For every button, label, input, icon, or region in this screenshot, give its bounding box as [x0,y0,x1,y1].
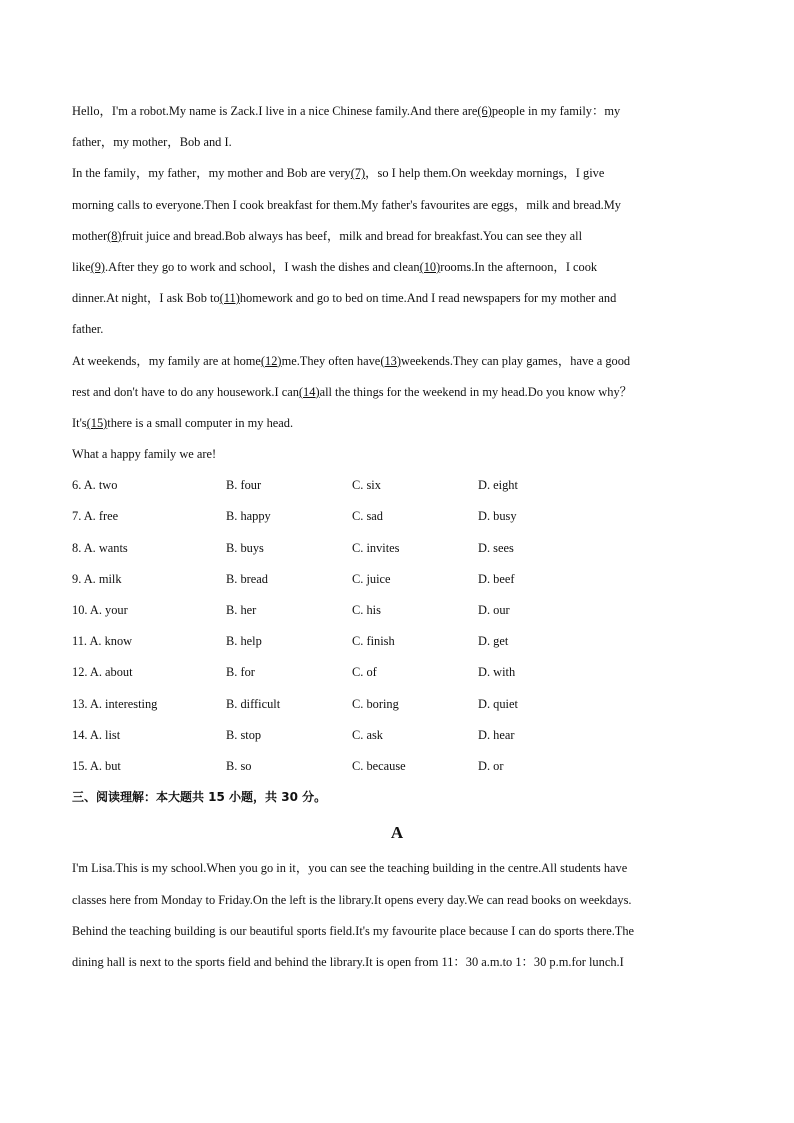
cloze-line [72,252,722,283]
cloze-text: mother [72,228,108,243]
option-b: B. help [226,634,262,649]
option-c: C. six [352,478,381,493]
cloze-text: rooms.In the afternoon，I cook [440,259,598,274]
question-options-15 [72,751,722,782]
cloze-text: weekends.They can play games，have a good [400,353,631,368]
cloze-text: there is a small computer in my head. [107,415,294,430]
option-a: 7. A. free [72,509,119,524]
blank-7: (7) [350,166,366,181]
cloze-text: rest and don't have to do any housework.I can [72,384,299,399]
option-d: D. or [478,758,504,773]
option-a: 6. A. two [72,478,118,493]
cloze-line [72,408,722,439]
option-c: C. boring [352,696,399,711]
cloze-text: me.They often have [281,353,381,368]
option-d: D. with [478,665,516,680]
option-a: 13. A. interesting [72,696,158,711]
option-b: B. buys [226,540,264,555]
blank-12: (12) [260,353,282,368]
option-d: D. eight [478,478,518,493]
cloze-text: dinner.At night，I ask Bob to [72,291,220,306]
cloze-text: In the family，my father，my mother and Bob are very [72,166,351,181]
cloze-text: father. [72,322,104,337]
option-a: 11. A. know [72,634,133,649]
cloze-line [72,96,722,127]
option-a: 9. A. milk [72,571,122,586]
options-list [72,470,722,782]
cloze-text: people in my family：my [491,104,621,118]
cloze-line [72,221,722,252]
blank-13: (13) [380,353,401,368]
option-c: C. because [352,758,406,773]
option-a: 15. A. but [72,758,121,773]
cloze-text: What a happy family we are! [72,447,217,462]
option-c: C. of [352,665,377,680]
cloze-text: .After they go to work and school，I wash the dishes and clean [105,259,420,274]
option-a: 8. A. wants [72,540,128,555]
cloze-line [72,127,722,158]
cloze-text: At weekends，my family are at home [72,353,261,368]
cloze-text: father，my mother，Bob and I. [72,135,232,150]
cloze-text: Hello，I'm a robot.My name is Zack.I live in a nice Chinese family.And there are [72,104,478,118]
cloze-text: homework and go to bed on time.And I read newspapers for my mother and [239,291,617,306]
option-b: B. difficult [226,696,281,711]
question-options-9 [72,564,722,595]
option-c: C. sad [352,509,383,524]
blank-11: (11) [219,291,240,306]
cloze-text: like [72,259,91,274]
option-d: D. get [478,634,509,649]
cloze-line [72,346,722,377]
option-b: B. so [226,758,252,773]
blank-8: (8) [107,228,122,243]
cloze-text: It's [72,415,87,430]
option-b: B. bread [226,571,268,586]
option-d: D. hear [478,727,515,742]
option-c: C. invites [352,540,400,555]
cloze-line [72,314,722,345]
option-d: D. quiet [478,696,518,711]
option-d: D. beef [478,571,515,586]
cloze-line [72,283,722,314]
passage-line: Behind the teaching building is our beautiful sports field.It's my favourite place because I can do sports there.The [72,923,635,938]
cloze-line [72,377,722,408]
blank-15: (15) [86,415,108,430]
option-b: B. happy [226,509,271,524]
passage-line: classes here from Monday to Friday.On the left is the library.It opens every day.We can read books on weekdays. [72,892,632,907]
option-a: 12. A. about [72,665,133,680]
question-options-14 [72,720,722,751]
question-options-10 [72,595,722,626]
option-c: C. finish [352,634,395,649]
question-options-7 [72,501,722,532]
document-page [72,96,722,978]
blank-10: (10) [419,259,441,274]
section-heading: 三、阅读理解：本大题共 15 小题，共 30 分。 [72,790,327,805]
option-a: 14. A. list [72,727,121,742]
cloze-text: fruit juice and bread.Bob always has beef，milk and bread for breakfast.You can see they all [121,228,583,243]
cloze-line [72,158,722,189]
option-d: D. our [478,603,510,617]
option-a: 10. A. your [72,603,128,617]
question-options-11 [72,626,722,657]
option-b: B. for [226,665,255,680]
question-options-12 [72,657,722,688]
cloze-text: ，so I help them.On weekday mornings，I give [365,166,605,181]
cloze-text: morning calls to everyone.Then I cook breakfast for them.My father's favourites are eggs，milk and bread.My [72,197,621,212]
option-b: B. four [226,478,262,493]
cloze-text: all the things for the weekend in my head.Do you know why？ [319,384,633,399]
cloze-line [72,439,722,470]
option-d: D. sees [478,540,514,555]
cloze-line [72,190,722,221]
option-b: B. stop [226,727,262,742]
blank-14: (14) [298,384,320,399]
blank-6: (6) [477,104,492,118]
question-options-13 [72,689,722,720]
option-b: B. her [226,603,257,617]
option-d: D. busy [478,509,517,524]
blank-9: (9) [90,259,106,274]
passage-line: dining hall is next to the sports field and behind the library.It is open from 11：30 a.m.to 1：30 p.m.for lunch.I [72,954,624,969]
passage-line: I'm Lisa.This is my school.When you go in it，you can see the teaching building in the centre.All students have [72,861,628,876]
option-c: C. ask [352,727,383,742]
option-c: C. his [352,603,381,617]
option-c: C. juice [352,571,391,586]
question-options-8 [72,533,722,564]
question-options-6 [72,470,722,501]
passage-title: A [390,823,404,843]
